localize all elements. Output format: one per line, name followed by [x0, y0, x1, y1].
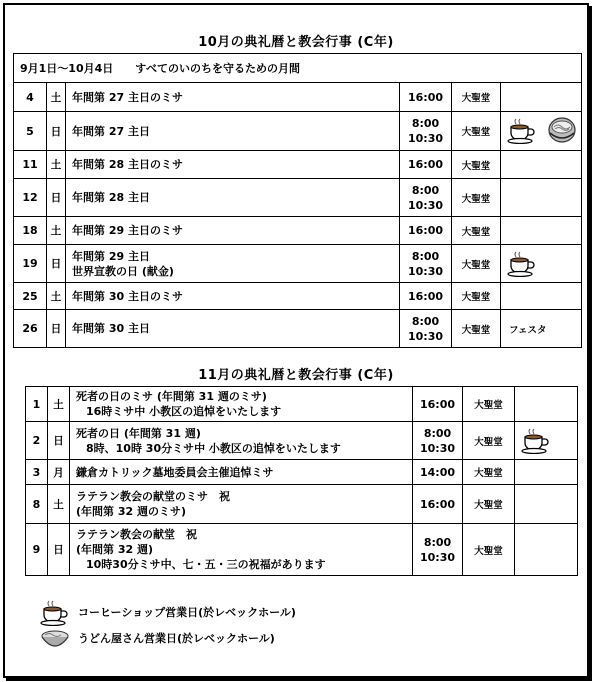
time-text — [400, 179, 452, 217]
event-line-1: 死者の日のミサ (年間第 31 週のミサ) — [76, 390, 267, 403]
table-row — [26, 485, 578, 524]
time-text — [400, 151, 452, 179]
event-text: 年間第 27 主日のミサ — [66, 83, 400, 112]
time-text — [400, 245, 452, 283]
event-text: 年間第 27 主日 — [66, 112, 400, 151]
icon-cell — [515, 485, 578, 524]
time-1: 8:00 — [411, 183, 440, 197]
day-number: 26 — [14, 310, 47, 348]
time-1: 8:00 — [423, 426, 452, 440]
day-number: 9 — [26, 524, 48, 576]
place-text: 大聖堂 — [452, 112, 501, 151]
udon-bowl-icon — [40, 626, 70, 652]
place-text: 大聖堂 — [452, 179, 501, 217]
table-row — [14, 83, 582, 112]
table-row — [14, 179, 582, 217]
event-text: 年間第 28 主日 — [66, 179, 400, 217]
october-table — [13, 53, 582, 348]
event-text: 年間第 28 主日のミサ — [66, 151, 400, 179]
event-line-2: 世界宣教の日 (献金) — [72, 264, 174, 278]
day-of-week: 日 — [47, 245, 66, 283]
time-2: 10:30 — [407, 329, 443, 343]
icon-cell — [501, 245, 582, 283]
udon-bowl-icon — [547, 116, 577, 146]
icon-cell — [515, 460, 578, 485]
day-number: 11 — [14, 151, 47, 179]
time-2: 10:30 — [407, 198, 443, 212]
day-of-week: 日 — [47, 310, 66, 348]
day-number: 18 — [14, 217, 47, 245]
event-line-3: 10時30分ミサ中、七・五・三の祝福があります — [86, 558, 326, 571]
event-text — [70, 524, 413, 576]
day-of-week: 土 — [47, 283, 66, 310]
place-text: 大聖堂 — [452, 245, 501, 283]
day-of-week: 日 — [47, 179, 66, 217]
time-text — [400, 283, 452, 310]
place-text: 大聖堂 — [452, 151, 501, 179]
day-of-week: 日 — [48, 422, 70, 460]
day-number: 19 — [14, 245, 47, 283]
table-row — [26, 460, 578, 485]
table-row — [26, 422, 578, 460]
table-row — [26, 387, 578, 422]
note-text: フェスタ — [501, 310, 582, 348]
time-text — [400, 112, 452, 151]
place-text: 大聖堂 — [452, 283, 501, 310]
time-2: 10:30 — [419, 550, 455, 564]
event-text: 鎌倉カトリック墓地委員会主催追悼ミサ — [70, 460, 413, 485]
day-number: 5 — [14, 112, 47, 151]
time-2: 10:30 — [407, 132, 443, 145]
day-number: 4 — [14, 83, 47, 112]
time-text — [400, 310, 452, 348]
legend-coffee — [40, 600, 296, 626]
event-line-1: ラテラン教会の献堂のミサ 祝 — [76, 490, 230, 503]
icon-cell — [515, 422, 578, 460]
day-number: 8 — [26, 485, 48, 524]
coffee-cup-icon — [507, 118, 537, 144]
coffee-cup-icon — [507, 251, 537, 277]
time-text — [413, 387, 463, 422]
icon-cell — [515, 524, 578, 576]
october-title: 10月の典礼暦と教会行事 (C年) — [198, 35, 394, 50]
time-1: 8:00 — [411, 117, 440, 130]
event-text: 年間第 30 主日のミサ — [66, 283, 400, 310]
time-text — [413, 422, 463, 460]
period-text: 9月1日～10月4日 すべてのいのちを守るための月間 — [14, 54, 582, 83]
time-1: 8:00 — [411, 314, 440, 328]
coffee-cup-icon — [40, 600, 70, 626]
place-text: 大聖堂 — [452, 217, 501, 245]
day-number: 12 — [14, 179, 47, 217]
day-of-week: 日 — [48, 524, 70, 576]
place-text: 大聖堂 — [463, 524, 515, 576]
time-2: 10:30 — [407, 264, 443, 278]
icon-cell — [501, 83, 582, 112]
table-row — [14, 151, 582, 179]
event-line-2: (年間第 32 週のミサ) — [76, 505, 187, 518]
event-text: 年間第 29 主日のミサ — [66, 217, 400, 245]
table-row — [14, 112, 582, 151]
icon-cell — [515, 387, 578, 422]
table-row — [26, 524, 578, 576]
event-line-2: 16時ミサ中 小教区の追悼をいたします — [86, 405, 282, 418]
time-text — [400, 217, 452, 245]
time-text — [413, 524, 463, 576]
event-text — [70, 387, 413, 422]
legend-udon-label: うどん屋さん営業日(於レベックホール) — [78, 632, 275, 645]
event-text — [70, 422, 413, 460]
day-of-week: 土 — [47, 217, 66, 245]
time-text — [400, 83, 452, 112]
event-text — [70, 485, 413, 524]
november-table — [25, 386, 578, 576]
event-line-1: 年間第 29 主日 — [72, 249, 150, 263]
place-text: 大聖堂 — [452, 83, 501, 112]
time-1: 16:00 — [419, 397, 455, 411]
event-line-2: 8時、10時 30分ミサ中 小教区の追悼をいたします — [86, 441, 341, 455]
icon-cell — [501, 217, 582, 245]
event-line-1: ラテラン教会の献堂 祝 — [76, 528, 197, 541]
day-number: 25 — [14, 283, 47, 310]
icon-cell — [501, 179, 582, 217]
time-1: 8:00 — [411, 249, 440, 263]
event-text — [66, 245, 400, 283]
table-row — [14, 310, 582, 348]
time-1: 16:00 — [407, 289, 443, 303]
event-text: 年間第 30 主日 — [66, 310, 400, 348]
day-of-week: 土 — [47, 83, 66, 112]
table-row — [14, 283, 582, 310]
time-text — [413, 460, 463, 485]
time-1: 14:00 — [419, 465, 455, 479]
legend-udon — [40, 626, 275, 652]
day-number: 1 — [26, 387, 48, 422]
day-of-week: 土 — [47, 151, 66, 179]
icon-cell — [501, 151, 582, 179]
day-number: 2 — [26, 422, 48, 460]
time-1: 8:00 — [423, 535, 452, 549]
time-2: 10:30 — [419, 441, 455, 455]
event-line-1: 死者の日 (年間第 31 週) — [76, 426, 201, 440]
period-row — [14, 54, 582, 83]
table-row — [14, 217, 582, 245]
place-text: 大聖堂 — [463, 422, 515, 460]
event-line-2: (年間第 32 週) — [76, 543, 154, 556]
place-text: 大聖堂 — [463, 387, 515, 422]
day-of-week: 土 — [48, 387, 70, 422]
table-row — [14, 245, 582, 283]
day-of-week: 日 — [47, 112, 66, 151]
time-1: 16:00 — [407, 90, 443, 104]
icon-cell — [501, 112, 582, 151]
november-title: 11月の典礼暦と教会行事 (C年) — [198, 368, 394, 383]
legend-coffee-label: コーヒーショップ営業日(於レベックホール) — [78, 606, 296, 619]
time-1: 16:00 — [407, 224, 443, 237]
time-text — [413, 485, 463, 524]
time-1: 16:00 — [407, 158, 443, 171]
coffee-cup-icon — [521, 428, 551, 454]
place-text: 大聖堂 — [452, 310, 501, 348]
day-of-week: 月 — [48, 460, 70, 485]
time-1: 16:00 — [419, 497, 455, 511]
day-of-week: 土 — [48, 485, 70, 524]
icon-cell — [501, 283, 582, 310]
place-text: 大聖堂 — [463, 485, 515, 524]
day-number: 3 — [26, 460, 48, 485]
place-text: 大聖堂 — [463, 460, 515, 485]
